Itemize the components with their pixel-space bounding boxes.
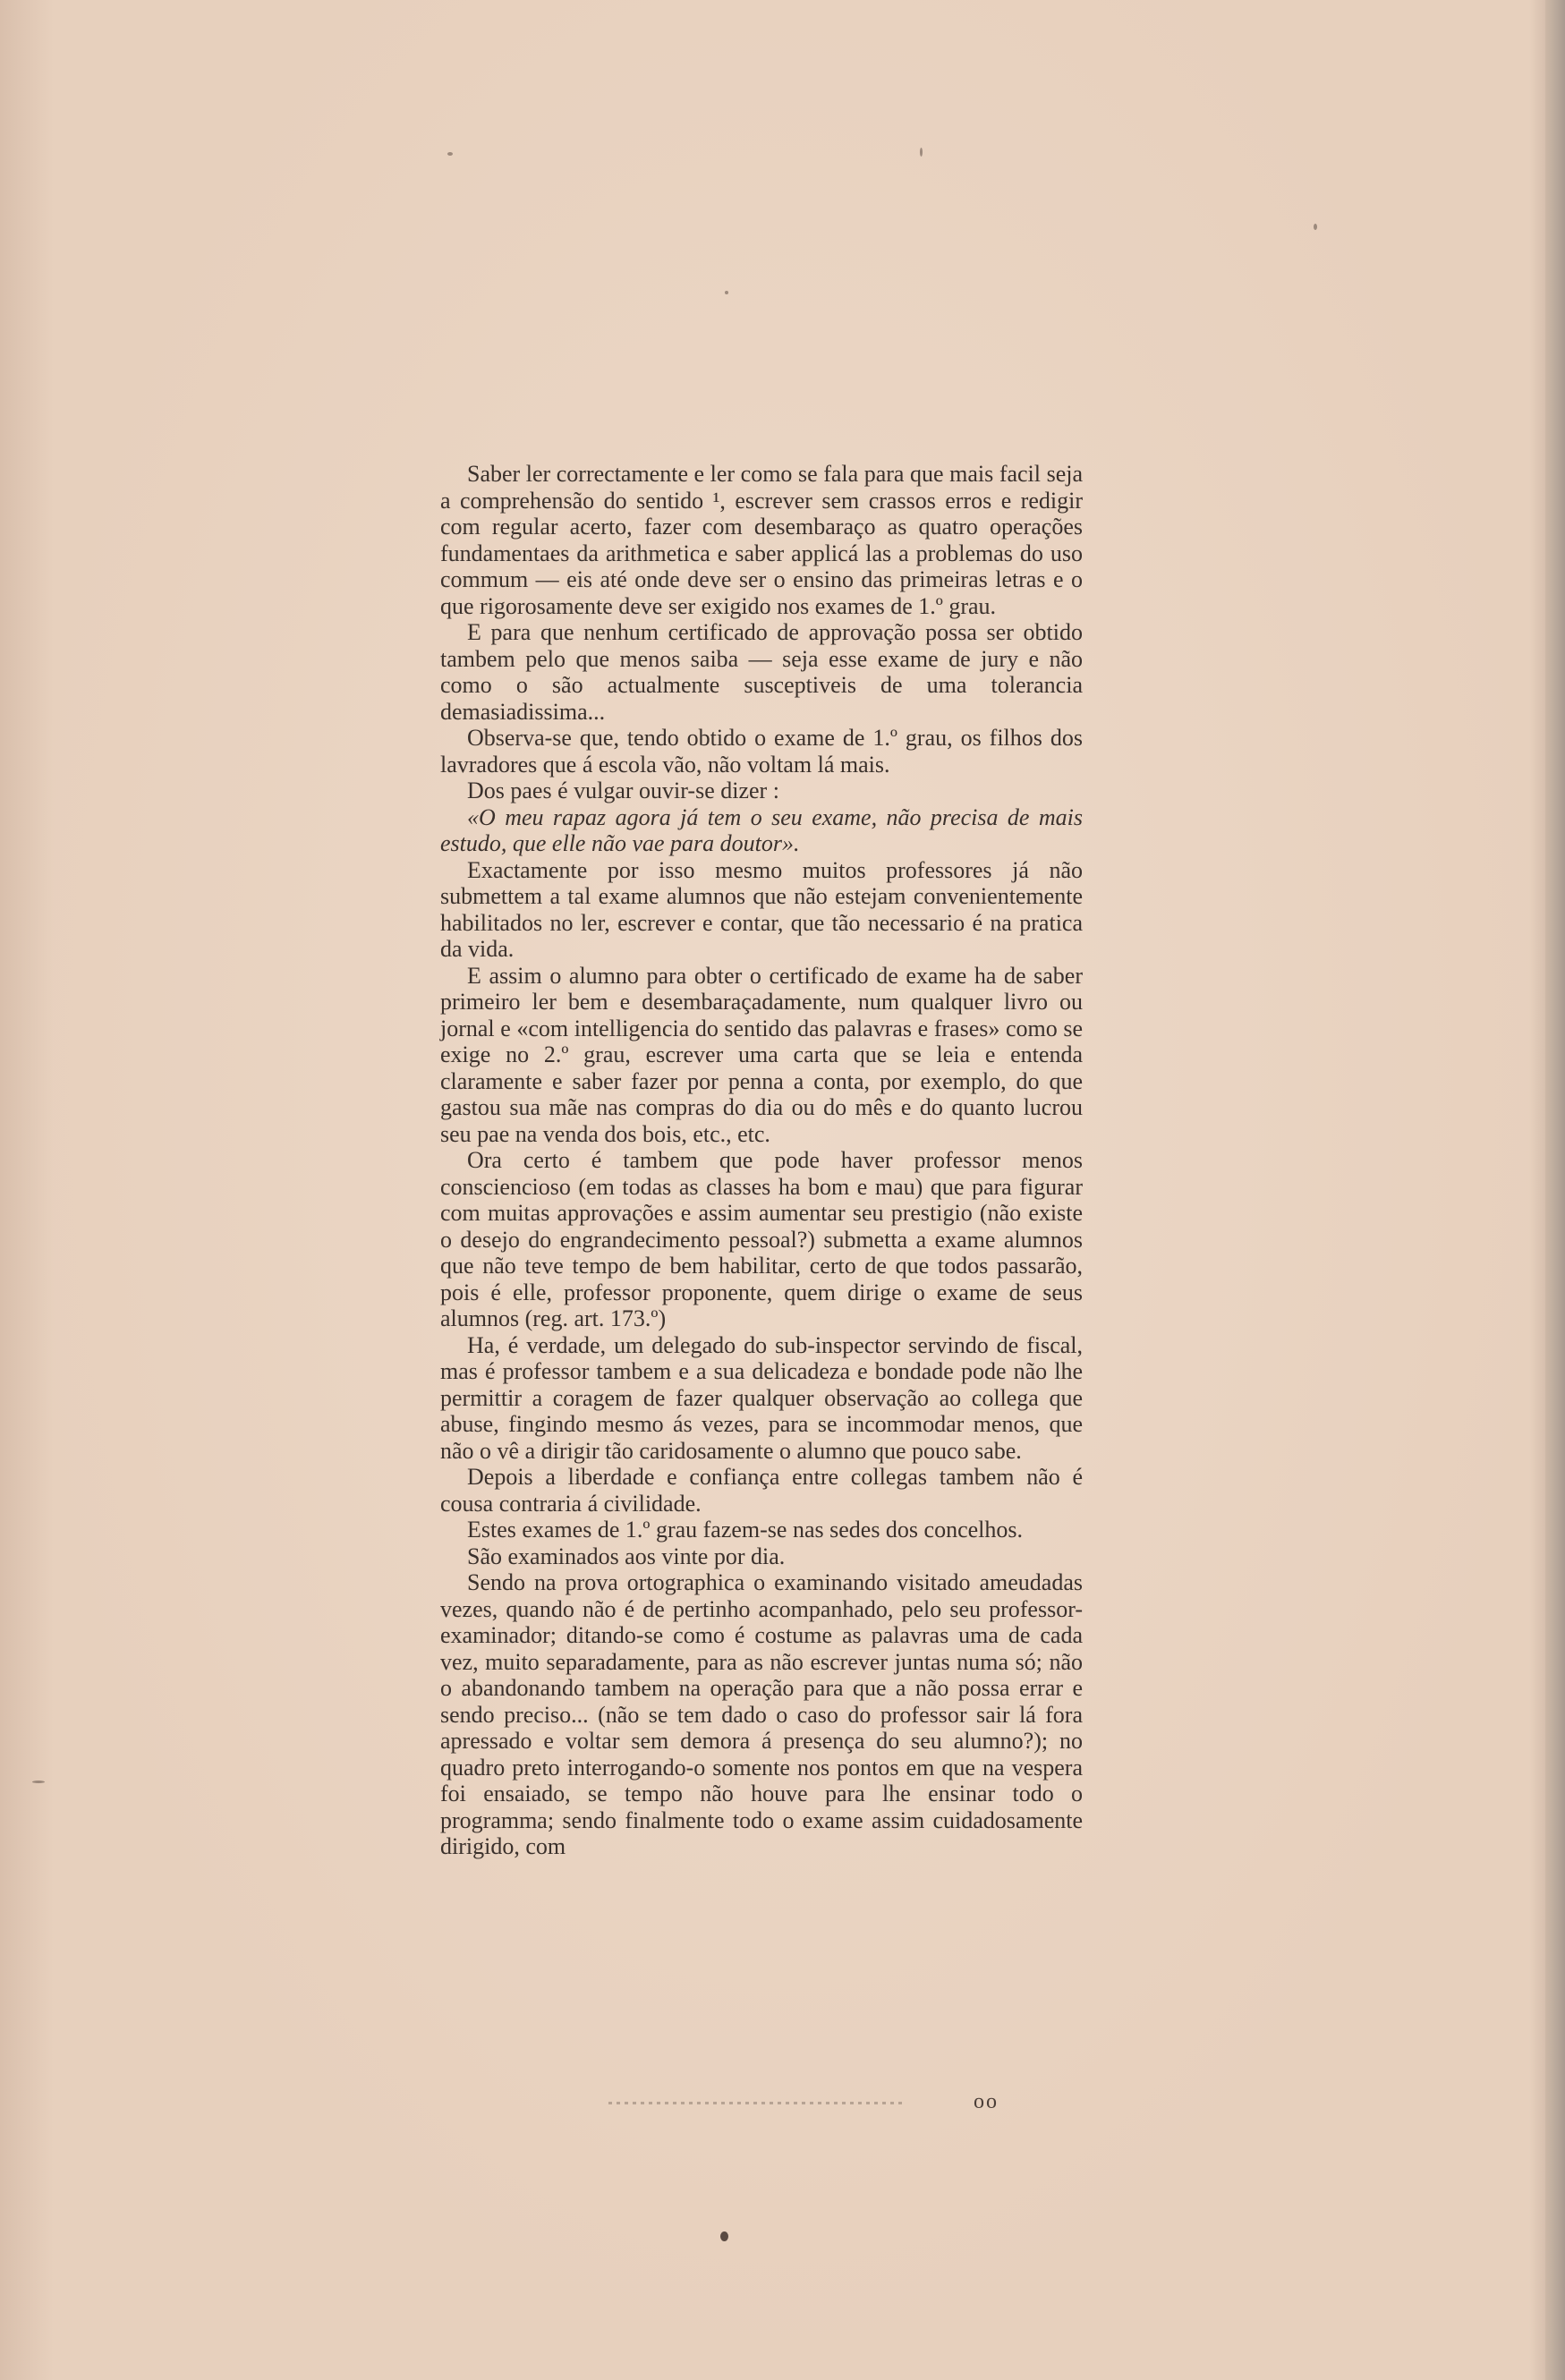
paragraph: Ha, é verdade, um delegado do sub-inspector servindo de fiscal, mas é professor tambem e a sua delicadeza e bondade pode não lhe permittir a coragem de fazer qualquer observação ao collega que abuse, fingindo mesmo ás vezes, para se incommodar menos, que não o vê a dirigir tão caridosamente o alumno que pouco sabe.: [440, 1331, 1083, 1464]
paragraph: Estes exames de 1.º grau fazem-se nas sedes dos concelhos.: [467, 1517, 1024, 1543]
bottom-dot: [720, 2231, 728, 2241]
quoted-paragraph: «O meu rapaz agora já tem o seu exame, não precisa de mais estudo, que elle não vae para doutor».: [440, 803, 1083, 856]
paper-speck: [447, 152, 453, 156]
paragraph: São examinados aos vinte por dia.: [467, 1543, 786, 1569]
paragraph: Saber ler correctamente e ler como se fala para que mais facil seja a comprehensão do sentido ¹, escrever sem crassos erros e redigir com regular acerto, fazer com desembaraço as quatro operações fundamentaes da arithmetica e saber applicá las a problemas do uso commum — eis até onde deve ser o ensino das primeiras letras e o que rigorosamente deve ser exigido nos exames de 1.º grau.: [440, 461, 1083, 619]
paragraph: Sendo na prova ortographica o examinando visitado ameudadas vezes, quando não é de pertinho acompanhado, pelo seu professor-examinador; ditando-se como é costume as palavras uma de cada vez, muito separadamente, para as não escrever juntas numa só; não o abandonando tambem na operação para que a não possa errar e sendo preciso... (não se tem dado o caso do professor sair lá fora apressado e voltar sem demora á presença do seu alumno?); no quadro preto interrogando-o somente nos pontos em que na vespera foi ensaiado, se tempo não houve para lhe ensinar todo o programma; sendo finalmente todo o exame assim cuidadosamente dirigido, com: [440, 1569, 1083, 1859]
paragraph: Observa-se que, tendo obtido o exame de 1.º grau, os filhos dos lavradores que á escola vão, não voltam lá mais.: [440, 725, 1083, 778]
paper-speck: [920, 148, 923, 157]
paragraph: Ora certo é tambem que pode haver professor menos consciencioso (em todas as classes ha bom e mau) que para figurar com muitas approvações e assim aumentar seu prestigio (não existe o desejo do engrandecimento pessoal?) submetta a exame alumnos que não teve tempo de bem habilitar, certo de que todos passarão, pois é elle, professor proponente, quem dirige o exame de seus alumnos (reg. art. 173.º): [440, 1147, 1083, 1331]
paragraph: Dos paes é vulgar ouvir-se dizer :: [467, 778, 779, 803]
paper-speck: [32, 1781, 45, 1783]
document-body: [440, 461, 1083, 1860]
paper-speck: [1314, 224, 1317, 230]
paragraph: Exactamente por isso mesmo muitos professores já não submettem a tal exame alumnos que não estejam convenientemente habilitados no ler, escrever e contar, que tão necessario é na pratica da vida.: [440, 856, 1083, 962]
paragraph: E assim o alumno para obter o certificado de exame ha de saber primeiro ler bem e desembaraçadamente, num qualquer livro ou jornal e «com intelligencia do sentido das palavras e frases» como se exige no 2.º grau, escrever uma carta que se leia e entenda claramente e saber fazer por penna a conta, por exemplo, do que gastou sua mãe nas compras do dia ou do mês e do quanto lucrou seu pae na venda dos bois, etc., etc.: [440, 962, 1083, 1147]
paragraph: E para que nenhum certificado de approvação possa ser obtido tambem pelo que menos saiba — seja esse exame de jury e não como o são actualmente susceptiveis de uma tolerancia demasiadissima...: [440, 619, 1083, 725]
paragraph: Depois a liberdade e confiança entre collegas tambem não é cousa contraria á civilidade.: [440, 1464, 1083, 1517]
faint-printer-mark: [608, 2102, 904, 2104]
signature-mark: oo: [974, 2090, 999, 2113]
page-edge: [1545, 0, 1565, 2380]
paper-speck: [725, 291, 728, 294]
